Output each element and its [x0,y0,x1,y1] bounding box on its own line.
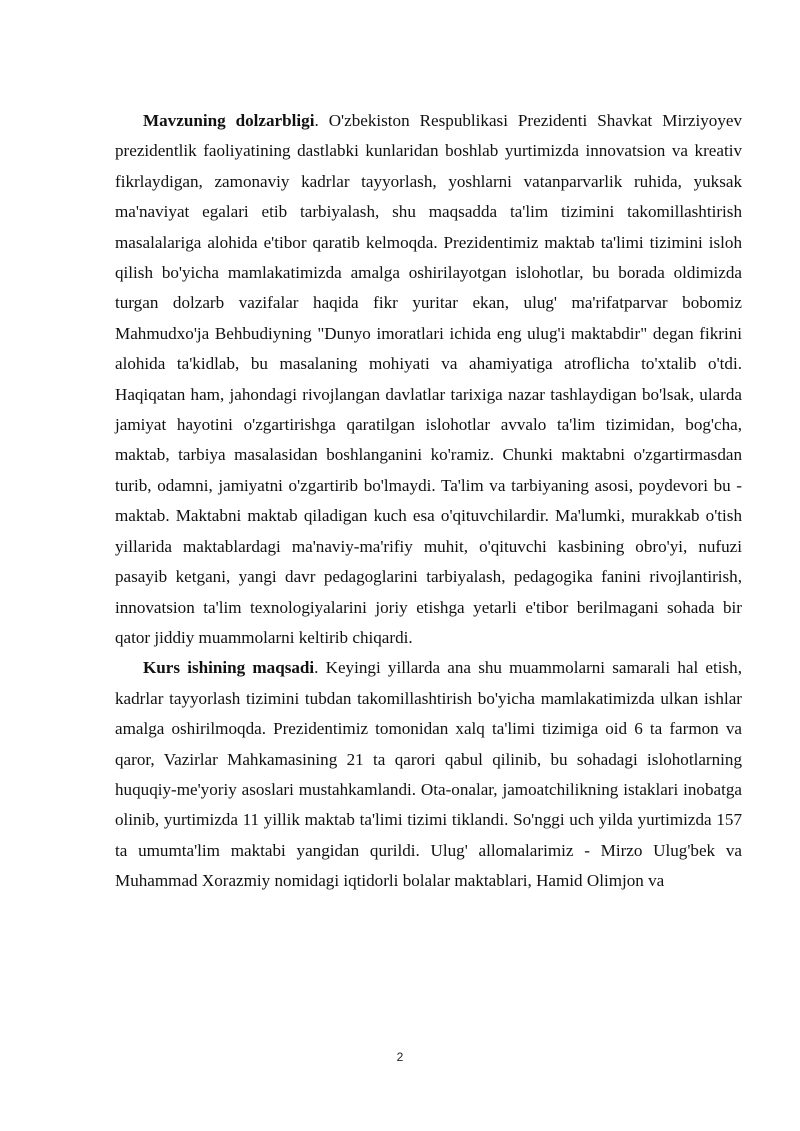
paragraph-purpose [115,653,742,896]
paragraph-purpose-text: . Keyingi yillarda ana shu muammolarni samarali hal etish, kadrlar tayyorlash tizimini tubdan takomillashtirish bo'yicha mamlakatimizda ulkan ishlar amalga oshirilmoqda. Prezidentimiz tomonidan xalq ta'limi tizimiga oid 6 ta farmon va qaror, Vazirlar Mahkamasining 21 ta qarori qabul qilinib, bu sohadagi islohotlarning huquqiy-me'yoriy asoslari mustahkamlandi. Ota-onalar, jamoatchilikning istaklari inobatga olinib, yurtimizda 11 yillik maktab ta'limi tizimi tiklandi. So'nggi uch yilda yurtimizda 157 ta umumta'lim maktabi yangidan qurildi. Ulug' allomalarimiz - Mirzo Ulug'bek va Muhammad Xorazmiy nomidagi iqtidorli bolalar maktablari, Hamid Olimjon va [115,658,742,891]
paragraph-relevance [115,106,742,653]
heading-purpose: Kurs ishining maqsadi [143,658,315,678]
heading-relevance: Mavzuning dolzarbligi [143,111,315,130]
document-body [115,106,742,897]
page-number: 2 [396,1050,404,1064]
paragraph-relevance-text: . O'zbekiston Respublikasi Prezidenti Shavkat Mirziyoyev prezidentlik faoliyatining dastlabki kunlaridan boshlab yurtimizda innovatsion va kreativ fikrlaydigan, zamonaviy kadrlar tayyorlash, yoshlarni vatanparvarlik ruhida, yuksak ma'naviyat egalari etib tarbiyalash, shu maqsadda ta'lim tizimini takomillashtirish masalalariga alohida e'tibor qaratib kelmoqda. Prezidentimiz maktab ta'limi tizimini isloh qilish bo'yicha mamlakatimizda amalga oshirilayotgan islohotlar, bu borada oldimizda turgan dolzarb vazifalar haqida fikr yuritar ekan, ulug' ma'rifatparvar bobomiz Mahmudxo'ja Behbudiyning "Dunyo imoratlari ichida eng ulug'i maktabdir" degan fikrini alohida ta'kidlab, bu masalaning mohiyati va ahamiyatiga atroflicha to'xtalib o'tdi. Haqiqatan ham, jahondagi rivojlangan davlatlar tarixiga nazar tashlaydigan bo'lsak, ularda jamiyat hayotini o'zgartirishga qaratilgan islohotlar avvalo ta'lim tizimidan, bog'cha, maktab, tarbiya masalasidan boshlanganini ko'ramiz. Chunki maktabni o'zgartirmasdan turib, odamni, jamiyatni o'zgartirib bo'lmaydi. Ta'lim va tarbiyaning asosi, poydevori bu - maktab. Maktabni maktab qiladigan kuch esa o'qituvchilardir. Ma'lumki, murakkab o'tish yillarida maktablardagi ma'naviy-ma'rifiy muhit, o'qituvchi kasbining obro'yi, nufuzi pasayib ketgani, yangi davr pedagoglarini tarbiyalash, pedagogika fanini rivojlantirish, innovatsion ta'lim texnologiyalarini joriy etishga yetarli e'tibor berilmagani sohada bir qator jiddiy muammolarni keltirib chiqardi. [115,111,743,647]
